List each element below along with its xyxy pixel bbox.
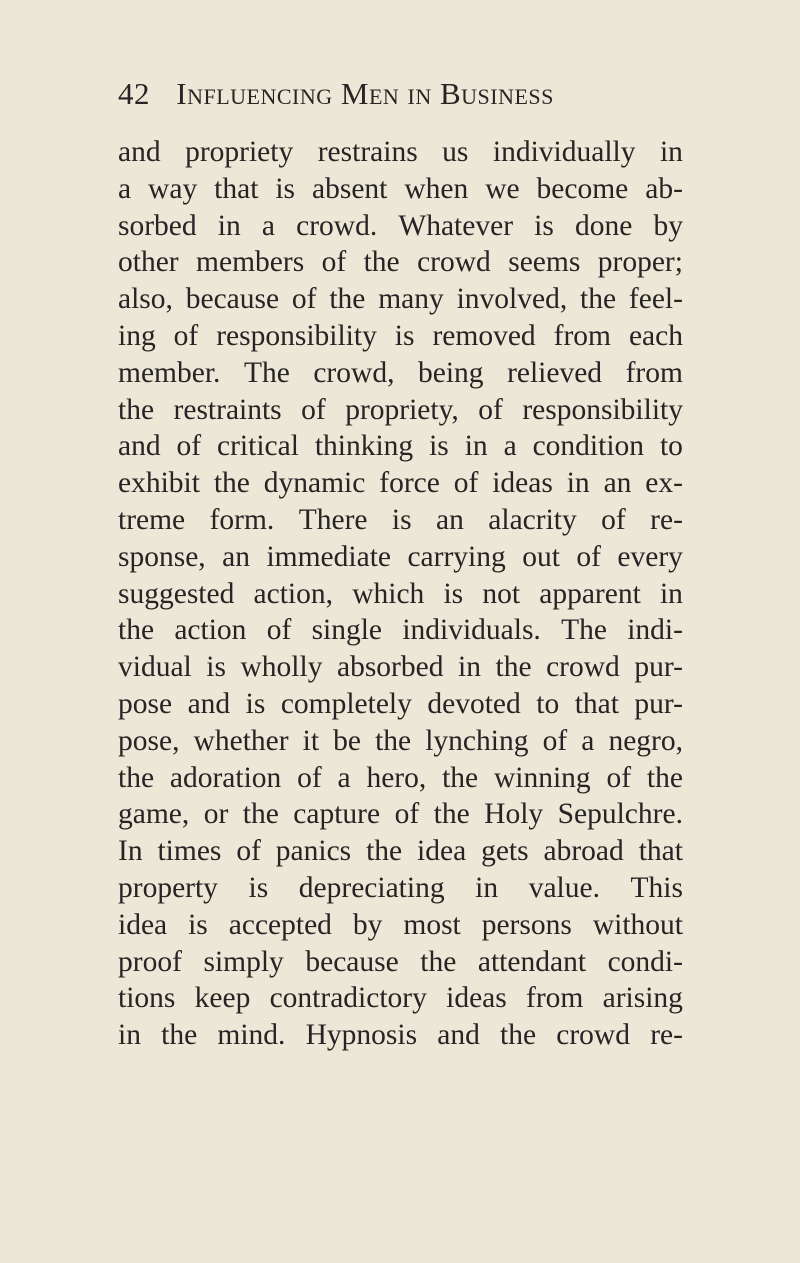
word: exhibit xyxy=(118,467,200,500)
word: negro, xyxy=(608,724,683,757)
word: the xyxy=(161,1019,198,1052)
word: is xyxy=(245,687,266,720)
word: adoration xyxy=(169,761,282,794)
word: gets xyxy=(481,835,529,868)
word: a xyxy=(118,172,132,205)
word: in xyxy=(458,651,481,684)
word: is xyxy=(443,577,464,610)
word: is xyxy=(391,503,412,536)
word: involved, xyxy=(456,283,568,316)
word: the xyxy=(375,724,412,757)
word: feel- xyxy=(628,283,683,316)
word: other xyxy=(118,246,179,279)
word: ab- xyxy=(645,172,683,205)
word: hero, xyxy=(366,761,427,794)
word: and xyxy=(118,136,161,168)
word: proof xyxy=(118,945,182,978)
word: is xyxy=(429,430,449,463)
word: us xyxy=(442,136,469,168)
word: in xyxy=(659,577,683,610)
word: by xyxy=(352,908,383,941)
word: Sepulchre. xyxy=(557,798,683,831)
word: removed xyxy=(432,319,536,352)
word: value. xyxy=(528,871,600,904)
word: crowd xyxy=(417,246,491,279)
word: the xyxy=(646,761,683,794)
word: a xyxy=(337,761,351,794)
word: single xyxy=(311,614,383,647)
word: it xyxy=(302,724,320,757)
word: crowd, xyxy=(313,356,395,389)
word: action, xyxy=(253,577,333,610)
word: become xyxy=(536,172,629,205)
word: sorbed xyxy=(118,209,197,242)
word: the xyxy=(213,467,250,500)
word: of xyxy=(291,283,317,316)
word: that xyxy=(574,687,619,720)
word: winning xyxy=(493,761,591,794)
word: thinking xyxy=(314,430,414,463)
word: because xyxy=(185,283,280,316)
word: out xyxy=(522,540,560,573)
word: of xyxy=(453,467,479,500)
word: Whatever xyxy=(398,209,514,242)
word: crowd xyxy=(546,651,620,684)
word: pur- xyxy=(634,651,683,684)
word: re- xyxy=(650,503,683,536)
text-line xyxy=(118,723,683,760)
word: from xyxy=(553,319,611,352)
word: re- xyxy=(650,1019,683,1052)
text-line xyxy=(118,281,683,318)
text-line xyxy=(118,134,683,171)
word: the xyxy=(442,761,479,794)
word: seems xyxy=(508,246,581,279)
word: of xyxy=(606,761,632,794)
word: each xyxy=(628,319,683,352)
word: that xyxy=(638,835,683,868)
word: apparent xyxy=(539,577,641,610)
word: or xyxy=(203,798,229,831)
word: and xyxy=(118,430,161,463)
word: way xyxy=(148,172,198,205)
word: propriety xyxy=(185,136,294,168)
page-number: 42 xyxy=(118,76,150,111)
word: of xyxy=(236,835,261,868)
word: times xyxy=(157,835,222,868)
word: sponse, xyxy=(118,540,206,573)
word: panics xyxy=(275,835,352,868)
word: of xyxy=(542,724,568,757)
word: many xyxy=(378,283,444,316)
word: every xyxy=(617,540,683,573)
word: of xyxy=(576,540,601,573)
word: The xyxy=(561,614,607,647)
word: crowd. xyxy=(296,209,378,242)
word: is xyxy=(248,871,269,904)
text-line xyxy=(118,796,683,833)
word: a xyxy=(581,724,595,757)
word: the xyxy=(363,246,400,279)
word: condition xyxy=(532,430,645,463)
word: contradictory xyxy=(269,982,427,1015)
running-title: Influencing Men in Business xyxy=(176,76,554,111)
word: to xyxy=(659,430,683,463)
word: wholly xyxy=(240,651,323,684)
word: most xyxy=(403,908,461,941)
word: This xyxy=(630,871,683,904)
word: in xyxy=(118,1019,141,1052)
word: because xyxy=(305,945,399,978)
word: a xyxy=(261,209,275,242)
word: the xyxy=(118,761,155,794)
word: crowd xyxy=(556,1019,630,1052)
word: and xyxy=(437,1019,480,1052)
word: the xyxy=(495,651,532,684)
word: keep xyxy=(194,982,251,1015)
word: absorbed xyxy=(336,651,444,684)
word: the xyxy=(366,835,403,868)
running-header xyxy=(118,76,678,116)
word: pose, xyxy=(118,724,180,757)
word: responsibility xyxy=(522,393,683,426)
word: critical xyxy=(217,430,299,463)
word: of xyxy=(173,319,199,352)
word: the xyxy=(433,798,470,831)
text-line xyxy=(118,502,683,539)
word: of xyxy=(297,761,322,794)
word: tions xyxy=(118,982,176,1015)
word: pur- xyxy=(634,687,683,720)
text-line xyxy=(118,318,683,355)
word: the xyxy=(500,1019,537,1052)
word: mind. xyxy=(217,1019,286,1052)
text-line xyxy=(118,870,683,907)
text-line xyxy=(118,355,683,392)
word: force xyxy=(379,467,440,500)
word: the xyxy=(118,393,155,426)
word: capture xyxy=(293,798,381,831)
word: an xyxy=(436,503,464,536)
word: being xyxy=(417,356,484,389)
word: to xyxy=(536,687,560,720)
word: restrains xyxy=(317,136,418,168)
word: suggested xyxy=(118,577,235,610)
word: in xyxy=(659,136,683,168)
word: ex- xyxy=(645,467,683,500)
word: is xyxy=(206,651,226,684)
word: proper; xyxy=(597,246,683,279)
word: be xyxy=(333,724,361,757)
text-line xyxy=(118,907,683,944)
word: dynamic xyxy=(263,467,366,500)
word: relieved xyxy=(507,356,603,389)
word: is xyxy=(394,319,415,352)
word: ing xyxy=(118,319,156,352)
word: vidual xyxy=(118,651,192,684)
word: persons xyxy=(481,908,572,941)
word: lynching xyxy=(425,724,529,757)
body-paragraph xyxy=(118,134,683,1054)
word: also, xyxy=(118,283,173,316)
word: the xyxy=(580,283,617,316)
word: member. xyxy=(118,356,221,389)
text-line xyxy=(118,612,683,649)
word: accepted xyxy=(228,908,332,941)
word: the xyxy=(118,614,155,647)
text-line xyxy=(118,576,683,613)
word: done xyxy=(575,209,633,242)
word: abroad xyxy=(543,835,624,868)
word: when xyxy=(404,172,469,205)
word: responsibility xyxy=(216,319,377,352)
word: not xyxy=(482,577,521,610)
word: Holy xyxy=(484,798,544,831)
text-line xyxy=(118,980,683,1017)
text-line xyxy=(118,686,683,723)
word: of xyxy=(394,798,420,831)
word: completely xyxy=(280,687,412,720)
word: form. xyxy=(209,503,275,536)
word: in xyxy=(475,871,499,904)
word: is xyxy=(534,209,554,242)
text-line xyxy=(118,428,683,465)
word: in xyxy=(464,430,488,463)
word: in xyxy=(217,209,241,242)
text-line xyxy=(118,649,683,686)
word: in xyxy=(566,467,590,500)
word: of xyxy=(601,503,626,536)
word: of xyxy=(176,430,202,463)
text-line xyxy=(118,833,683,870)
word: the xyxy=(420,945,457,978)
word: attendant xyxy=(477,945,587,978)
word: condi- xyxy=(607,945,683,978)
word: an xyxy=(603,467,632,500)
text-line xyxy=(118,944,683,981)
word: from xyxy=(526,982,584,1015)
word: of xyxy=(301,393,326,426)
word: ideas xyxy=(446,982,507,1015)
word: alacrity xyxy=(488,503,577,536)
word: treme xyxy=(118,503,186,536)
word: from xyxy=(625,356,683,389)
text-line xyxy=(118,1017,683,1054)
word: is xyxy=(188,908,208,941)
word: The xyxy=(243,356,290,389)
word: of xyxy=(321,246,347,279)
word: we xyxy=(485,172,520,205)
text-line xyxy=(118,465,683,502)
word: by xyxy=(653,209,683,242)
word: carrying xyxy=(407,540,506,573)
word: of xyxy=(478,393,503,426)
word: individually xyxy=(492,136,636,168)
word: absent xyxy=(312,172,388,205)
word: without xyxy=(592,908,683,941)
word: immediate xyxy=(266,540,391,573)
text-line xyxy=(118,760,683,797)
word: members xyxy=(196,246,305,279)
word: a xyxy=(503,430,517,463)
word: indi- xyxy=(627,614,683,647)
word: In xyxy=(118,835,143,868)
word: There xyxy=(298,503,368,536)
word: of xyxy=(266,614,292,647)
word: that xyxy=(214,172,259,205)
text-line xyxy=(118,244,683,281)
word: and xyxy=(187,687,231,720)
word: devoted xyxy=(427,687,521,720)
word: restraints xyxy=(173,393,282,426)
word: an xyxy=(222,540,250,573)
word: property xyxy=(118,871,218,904)
text-line xyxy=(118,392,683,429)
text-line xyxy=(118,539,683,576)
word: idea xyxy=(118,908,168,941)
word: the xyxy=(329,283,366,316)
word: arising xyxy=(602,982,683,1015)
text-line xyxy=(118,171,683,208)
word: ideas xyxy=(492,467,553,500)
word: game, xyxy=(118,798,190,831)
word: is xyxy=(275,172,296,205)
word: propriety, xyxy=(345,393,459,426)
word: action xyxy=(174,614,247,647)
word: individuals. xyxy=(402,614,541,647)
word: pose xyxy=(118,687,173,720)
word: simply xyxy=(203,945,284,978)
word: depreciating xyxy=(298,871,445,904)
word: Hypnosis xyxy=(305,1019,418,1052)
word: idea xyxy=(417,835,467,868)
word: whether xyxy=(193,724,289,757)
text-line xyxy=(118,208,683,245)
word: the xyxy=(242,798,279,831)
word: which xyxy=(352,577,425,610)
